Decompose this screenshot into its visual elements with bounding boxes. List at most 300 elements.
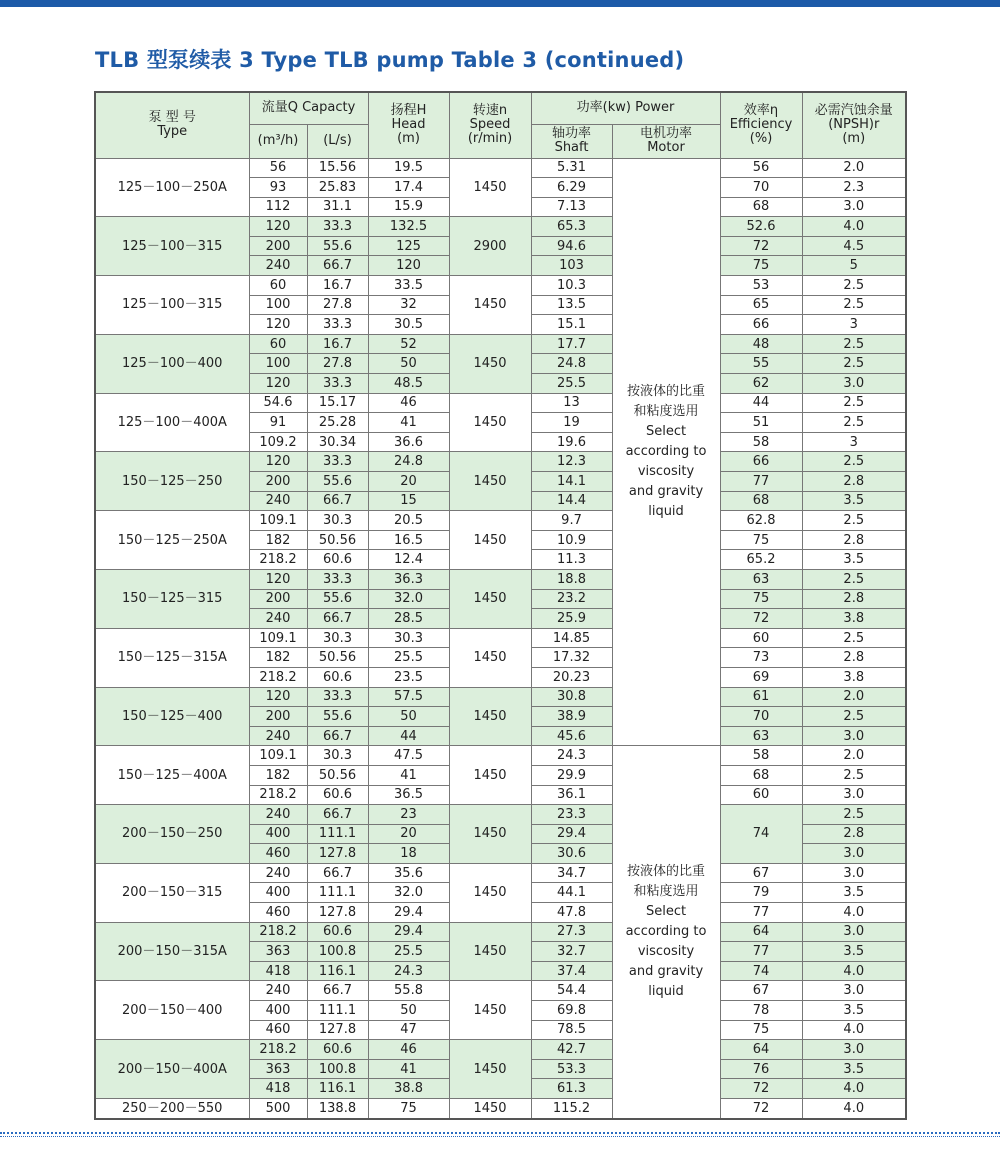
head-cell: 15 — [368, 491, 449, 511]
flow-m3h-cell: 200 — [249, 472, 307, 492]
flow-ls-cell: 25.28 — [307, 413, 368, 433]
npsh-cell: 4.0 — [802, 1079, 906, 1099]
npsh-cell: 5 — [802, 256, 906, 276]
pump-type-cell: 125－100－400 — [95, 334, 249, 393]
npsh-cell: 3.8 — [802, 609, 906, 629]
flow-ls-cell: 66.7 — [307, 726, 368, 746]
table-row — [95, 276, 906, 296]
npsh-cell: 2.5 — [802, 765, 906, 785]
flow-m3h-cell: 120 — [249, 569, 307, 589]
flow-ls-cell: 66.7 — [307, 805, 368, 825]
flow-ls-cell: 25.83 — [307, 178, 368, 198]
flow-ls-cell: 33.3 — [307, 452, 368, 472]
flow-ls-cell: 111.1 — [307, 824, 368, 844]
shaft-power-cell: 61.3 — [531, 1079, 612, 1099]
head-cell: 46 — [368, 1040, 449, 1060]
flow-ls-cell: 27.8 — [307, 295, 368, 315]
flow-m3h-cell: 240 — [249, 726, 307, 746]
page-title: TLB 型泵续表 3 Type TLB pump Table 3 (continued) — [95, 48, 685, 72]
head-cell: 47 — [368, 1020, 449, 1040]
pump-type-cell: 125－100－315 — [95, 217, 249, 276]
head-cell: 20 — [368, 824, 449, 844]
npsh-cell: 2.8 — [802, 472, 906, 492]
flow-m3h-cell: 363 — [249, 1059, 307, 1079]
head-cell: 38.8 — [368, 1079, 449, 1099]
npsh-cell: 2.8 — [802, 589, 906, 609]
flow-ls-cell: 127.8 — [307, 1020, 368, 1040]
shaft-power-cell: 37.4 — [531, 961, 612, 981]
pump-type-cell: 200－150－400A — [95, 1040, 249, 1099]
flow-ls-cell: 16.7 — [307, 334, 368, 354]
npsh-cell: 4.0 — [802, 903, 906, 923]
speed-cell: 1450 — [449, 687, 531, 746]
header-power: 功率(kw) Power — [531, 92, 720, 124]
flow-m3h-cell: 418 — [249, 961, 307, 981]
speed-cell: 1450 — [449, 511, 531, 570]
shaft-power-cell: 24.8 — [531, 354, 612, 374]
pump-type-cell: 150－125－250 — [95, 452, 249, 511]
table-body — [95, 158, 906, 1119]
flow-ls-cell: 50.56 — [307, 648, 368, 668]
speed-cell: 1450 — [449, 981, 531, 1040]
flow-m3h-cell: 109.2 — [249, 432, 307, 452]
flow-m3h-cell: 240 — [249, 491, 307, 511]
shaft-power-cell: 53.3 — [531, 1059, 612, 1079]
flow-ls-cell: 15.17 — [307, 393, 368, 413]
npsh-cell: 2.5 — [802, 354, 906, 374]
flow-ls-cell: 33.3 — [307, 687, 368, 707]
flow-ls-cell: 66.7 — [307, 256, 368, 276]
npsh-cell: 4.0 — [802, 961, 906, 981]
head-cell: 16.5 — [368, 530, 449, 550]
flow-ls-cell: 116.1 — [307, 1079, 368, 1099]
flow-ls-cell: 50.56 — [307, 765, 368, 785]
npsh-cell: 2.5 — [802, 413, 906, 433]
npsh-cell: 2.0 — [802, 746, 906, 766]
head-cell: 36.5 — [368, 785, 449, 805]
flow-ls-cell: 55.6 — [307, 707, 368, 727]
shaft-power-cell: 29.9 — [531, 765, 612, 785]
head-cell: 24.3 — [368, 961, 449, 981]
flow-ls-cell: 60.6 — [307, 1040, 368, 1060]
flow-m3h-cell: 460 — [249, 903, 307, 923]
head-cell: 46 — [368, 393, 449, 413]
efficiency-cell: 77 — [720, 903, 802, 923]
npsh-cell: 3.5 — [802, 491, 906, 511]
shaft-power-cell: 94.6 — [531, 236, 612, 256]
pump-type-cell: 150－125－250A — [95, 511, 249, 570]
flow-ls-cell: 55.6 — [307, 472, 368, 492]
flow-ls-cell: 27.8 — [307, 354, 368, 374]
npsh-cell: 2.8 — [802, 648, 906, 668]
efficiency-cell: 51 — [720, 413, 802, 433]
header-npsh: 必需汽蚀余量 (NPSH)r (m) — [802, 92, 906, 158]
flow-m3h-cell: 112 — [249, 197, 307, 217]
shaft-power-cell: 65.3 — [531, 217, 612, 237]
head-cell: 52 — [368, 334, 449, 354]
flow-ls-cell: 111.1 — [307, 1001, 368, 1021]
shaft-power-cell: 10.3 — [531, 276, 612, 296]
efficiency-cell: 72 — [720, 1099, 802, 1119]
shaft-power-cell: 14.85 — [531, 628, 612, 648]
pump-type-cell: 125－100－400A — [95, 393, 249, 452]
head-cell: 75 — [368, 1099, 449, 1119]
flow-ls-cell: 55.6 — [307, 589, 368, 609]
head-cell: 24.8 — [368, 452, 449, 472]
flow-ls-cell: 30.3 — [307, 511, 368, 531]
flow-m3h-cell: 120 — [249, 315, 307, 335]
npsh-cell: 2.5 — [802, 628, 906, 648]
npsh-cell: 3.0 — [802, 785, 906, 805]
pump-type-cell: 150－125－315 — [95, 569, 249, 628]
head-cell: 18 — [368, 844, 449, 864]
speed-cell: 1450 — [449, 863, 531, 922]
efficiency-cell: 68 — [720, 491, 802, 511]
head-cell: 50 — [368, 354, 449, 374]
flow-m3h-cell: 240 — [249, 609, 307, 629]
table-row — [95, 158, 906, 178]
head-cell: 32 — [368, 295, 449, 315]
speed-cell: 1450 — [449, 1099, 531, 1119]
flow-ls-cell: 50.56 — [307, 530, 368, 550]
shaft-power-cell: 20.23 — [531, 667, 612, 687]
flow-m3h-cell: 120 — [249, 374, 307, 394]
flow-m3h-cell: 400 — [249, 824, 307, 844]
head-cell: 55.8 — [368, 981, 449, 1001]
shaft-power-cell: 32.7 — [531, 942, 612, 962]
header-shaft: 轴功率 Shaft — [531, 124, 612, 158]
flow-m3h-cell: 109.1 — [249, 511, 307, 531]
flow-m3h-cell: 200 — [249, 707, 307, 727]
table-row — [95, 746, 906, 766]
npsh-cell: 2.0 — [802, 687, 906, 707]
head-cell: 36.3 — [368, 569, 449, 589]
flow-m3h-cell: 60 — [249, 334, 307, 354]
efficiency-cell: 75 — [720, 256, 802, 276]
flow-m3h-cell: 93 — [249, 178, 307, 198]
npsh-cell: 4.0 — [802, 1020, 906, 1040]
shaft-power-cell: 9.7 — [531, 511, 612, 531]
npsh-cell: 3.8 — [802, 667, 906, 687]
pump-type-cell: 200－150－315A — [95, 922, 249, 981]
shaft-power-cell: 25.9 — [531, 609, 612, 629]
npsh-cell: 3.0 — [802, 844, 906, 864]
flow-m3h-cell: 120 — [249, 687, 307, 707]
head-cell: 32.0 — [368, 883, 449, 903]
npsh-cell: 3.5 — [802, 550, 906, 570]
efficiency-cell: 76 — [720, 1059, 802, 1079]
flow-ls-cell: 60.6 — [307, 667, 368, 687]
flow-ls-cell: 60.6 — [307, 922, 368, 942]
head-cell: 30.3 — [368, 628, 449, 648]
efficiency-cell: 64 — [720, 1040, 802, 1060]
table-row — [95, 805, 906, 825]
flow-m3h-cell: 56 — [249, 158, 307, 178]
shaft-power-cell: 18.8 — [531, 569, 612, 589]
head-cell: 20.5 — [368, 511, 449, 531]
flow-ls-cell: 30.34 — [307, 432, 368, 452]
shaft-power-cell: 45.6 — [531, 726, 612, 746]
npsh-cell: 3.0 — [802, 197, 906, 217]
head-cell: 125 — [368, 236, 449, 256]
efficiency-cell: 63 — [720, 569, 802, 589]
header-flow-unit-m3h: (m³/h) — [249, 124, 307, 158]
table-row — [95, 1099, 906, 1119]
npsh-cell: 3.5 — [802, 1001, 906, 1021]
flow-ls-cell: 100.8 — [307, 942, 368, 962]
efficiency-cell: 55 — [720, 354, 802, 374]
npsh-cell: 2.5 — [802, 511, 906, 531]
shaft-power-cell: 47.8 — [531, 903, 612, 923]
efficiency-cell: 65 — [720, 295, 802, 315]
flow-ls-cell: 116.1 — [307, 961, 368, 981]
flow-m3h-cell: 240 — [249, 981, 307, 1001]
table-row — [95, 334, 906, 354]
flow-m3h-cell: 240 — [249, 863, 307, 883]
flow-m3h-cell: 500 — [249, 1099, 307, 1119]
flow-m3h-cell: 54.6 — [249, 393, 307, 413]
flow-ls-cell: 33.3 — [307, 569, 368, 589]
flow-m3h-cell: 460 — [249, 844, 307, 864]
table-row — [95, 569, 906, 589]
shaft-power-cell: 27.3 — [531, 922, 612, 942]
head-cell: 44 — [368, 726, 449, 746]
shaft-power-cell: 12.3 — [531, 452, 612, 472]
flow-m3h-cell: 460 — [249, 1020, 307, 1040]
bottom-rule-thin — [0, 1136, 1000, 1137]
efficiency-cell: 72 — [720, 236, 802, 256]
table-row — [95, 1040, 906, 1060]
efficiency-cell: 66 — [720, 452, 802, 472]
flow-ls-cell: 15.56 — [307, 158, 368, 178]
pump-type-cell: 150－125－400 — [95, 687, 249, 746]
efficiency-cell: 74 — [720, 805, 802, 864]
flow-m3h-cell: 60 — [249, 276, 307, 296]
header-flow-unit-ls: (L/s) — [307, 124, 368, 158]
shaft-power-cell: 69.8 — [531, 1001, 612, 1021]
flow-ls-cell: 60.6 — [307, 550, 368, 570]
table-row — [95, 452, 906, 472]
efficiency-cell: 70 — [720, 178, 802, 198]
flow-ls-cell: 66.7 — [307, 491, 368, 511]
efficiency-cell: 73 — [720, 648, 802, 668]
efficiency-cell: 72 — [720, 1079, 802, 1099]
npsh-cell: 3.5 — [802, 1059, 906, 1079]
head-cell: 57.5 — [368, 687, 449, 707]
efficiency-cell: 78 — [720, 1001, 802, 1021]
flow-m3h-cell: 200 — [249, 589, 307, 609]
efficiency-cell: 44 — [720, 393, 802, 413]
efficiency-cell: 66 — [720, 315, 802, 335]
flow-m3h-cell: 240 — [249, 805, 307, 825]
npsh-cell: 3.0 — [802, 863, 906, 883]
header-efficiency: 效率η Efficiency (%) — [720, 92, 802, 158]
flow-m3h-cell: 182 — [249, 765, 307, 785]
head-cell: 33.5 — [368, 276, 449, 296]
head-cell: 23 — [368, 805, 449, 825]
shaft-power-cell: 54.4 — [531, 981, 612, 1001]
efficiency-cell: 64 — [720, 922, 802, 942]
header-speed: 转速n Speed (r/min) — [449, 92, 531, 158]
shaft-power-cell: 78.5 — [531, 1020, 612, 1040]
efficiency-cell: 53 — [720, 276, 802, 296]
flow-m3h-cell: 218.2 — [249, 550, 307, 570]
head-cell: 29.4 — [368, 903, 449, 923]
table-row — [95, 922, 906, 942]
shaft-power-cell: 11.3 — [531, 550, 612, 570]
head-cell: 50 — [368, 707, 449, 727]
shaft-power-cell: 13.5 — [531, 295, 612, 315]
efficiency-cell: 68 — [720, 197, 802, 217]
head-cell: 23.5 — [368, 667, 449, 687]
npsh-cell: 2.5 — [802, 569, 906, 589]
shaft-power-cell: 5.31 — [531, 158, 612, 178]
flow-ls-cell: 31.1 — [307, 197, 368, 217]
flow-ls-cell: 33.3 — [307, 217, 368, 237]
pump-table — [94, 91, 907, 1120]
head-cell: 41 — [368, 765, 449, 785]
npsh-cell: 3 — [802, 315, 906, 335]
table-row — [95, 628, 906, 648]
head-cell: 41 — [368, 413, 449, 433]
pump-type-cell: 200－150－315 — [95, 863, 249, 922]
head-cell: 30.5 — [368, 315, 449, 335]
speed-cell: 1450 — [449, 569, 531, 628]
flow-ls-cell: 16.7 — [307, 276, 368, 296]
npsh-cell: 3 — [802, 432, 906, 452]
flow-ls-cell: 138.8 — [307, 1099, 368, 1119]
top-rule — [0, 0, 1000, 7]
efficiency-cell: 63 — [720, 726, 802, 746]
npsh-cell: 3.5 — [802, 883, 906, 903]
flow-m3h-cell: 100 — [249, 295, 307, 315]
pump-type-cell: 125－100－250A — [95, 158, 249, 217]
shaft-power-cell: 115.2 — [531, 1099, 612, 1119]
efficiency-cell: 77 — [720, 942, 802, 962]
flow-ls-cell: 127.8 — [307, 844, 368, 864]
shaft-power-cell: 7.13 — [531, 197, 612, 217]
header-type: 泵 型 号 Type — [95, 92, 249, 158]
head-cell: 28.5 — [368, 609, 449, 629]
table-row — [95, 217, 906, 237]
npsh-cell: 4.0 — [802, 1099, 906, 1119]
npsh-cell: 2.8 — [802, 824, 906, 844]
shaft-power-cell: 44.1 — [531, 883, 612, 903]
pump-type-cell: 125－100－315 — [95, 276, 249, 335]
flow-ls-cell: 33.3 — [307, 315, 368, 335]
speed-cell: 1450 — [449, 334, 531, 393]
speed-cell: 1450 — [449, 1040, 531, 1099]
shaft-power-cell: 36.1 — [531, 785, 612, 805]
shaft-power-cell: 15.1 — [531, 315, 612, 335]
efficiency-cell: 69 — [720, 667, 802, 687]
speed-cell: 1450 — [449, 746, 531, 805]
head-cell: 25.5 — [368, 648, 449, 668]
flow-m3h-cell: 218.2 — [249, 785, 307, 805]
pump-type-cell: 250－200－550 — [95, 1099, 249, 1119]
npsh-cell: 3.0 — [802, 726, 906, 746]
flow-m3h-cell: 400 — [249, 1001, 307, 1021]
flow-m3h-cell: 109.1 — [249, 628, 307, 648]
flow-m3h-cell: 363 — [249, 942, 307, 962]
table-row — [95, 981, 906, 1001]
shaft-power-cell: 10.9 — [531, 530, 612, 550]
head-cell: 12.4 — [368, 550, 449, 570]
bottom-rule — [0, 1132, 1000, 1134]
speed-cell: 1450 — [449, 158, 531, 217]
npsh-cell: 2.0 — [802, 158, 906, 178]
head-cell: 32.0 — [368, 589, 449, 609]
efficiency-cell: 75 — [720, 589, 802, 609]
head-cell: 20 — [368, 472, 449, 492]
head-cell: 132.5 — [368, 217, 449, 237]
shaft-power-cell: 17.32 — [531, 648, 612, 668]
flow-ls-cell: 66.7 — [307, 863, 368, 883]
flow-m3h-cell: 100 — [249, 354, 307, 374]
header-motor: 电机功率 Motor — [612, 124, 720, 158]
efficiency-cell: 62 — [720, 374, 802, 394]
efficiency-cell: 67 — [720, 981, 802, 1001]
head-cell: 50 — [368, 1001, 449, 1021]
efficiency-cell: 79 — [720, 883, 802, 903]
head-cell: 48.5 — [368, 374, 449, 394]
efficiency-cell: 70 — [720, 707, 802, 727]
shaft-power-cell: 19 — [531, 413, 612, 433]
efficiency-cell: 75 — [720, 1020, 802, 1040]
shaft-power-cell: 23.2 — [531, 589, 612, 609]
head-cell: 41 — [368, 1059, 449, 1079]
shaft-power-cell: 30.6 — [531, 844, 612, 864]
npsh-cell: 2.5 — [802, 707, 906, 727]
shaft-power-cell: 30.8 — [531, 687, 612, 707]
head-cell: 19.5 — [368, 158, 449, 178]
efficiency-cell: 77 — [720, 472, 802, 492]
head-cell: 120 — [368, 256, 449, 276]
shaft-power-cell: 24.3 — [531, 746, 612, 766]
shaft-power-cell: 13 — [531, 393, 612, 413]
flow-m3h-cell: 240 — [249, 256, 307, 276]
flow-m3h-cell: 218.2 — [249, 922, 307, 942]
npsh-cell: 3.0 — [802, 1040, 906, 1060]
flow-ls-cell: 30.3 — [307, 746, 368, 766]
efficiency-cell: 68 — [720, 765, 802, 785]
speed-cell: 1450 — [449, 922, 531, 981]
flow-ls-cell: 127.8 — [307, 903, 368, 923]
flow-m3h-cell: 218.2 — [249, 1040, 307, 1060]
npsh-cell: 3.0 — [802, 374, 906, 394]
flow-ls-cell: 60.6 — [307, 785, 368, 805]
efficiency-cell: 65.2 — [720, 550, 802, 570]
head-cell: 17.4 — [368, 178, 449, 198]
npsh-cell: 4.5 — [802, 236, 906, 256]
shaft-power-cell: 34.7 — [531, 863, 612, 883]
speed-cell: 1450 — [449, 805, 531, 864]
pump-type-cell: 200－150－250 — [95, 805, 249, 864]
efficiency-cell: 62.8 — [720, 511, 802, 531]
header-flow: 流量Q Capacty — [249, 92, 368, 124]
npsh-cell: 3.5 — [802, 942, 906, 962]
flow-ls-cell: 66.7 — [307, 981, 368, 1001]
speed-cell: 1450 — [449, 276, 531, 335]
efficiency-cell: 72 — [720, 609, 802, 629]
head-cell: 25.5 — [368, 942, 449, 962]
flow-ls-cell: 100.8 — [307, 1059, 368, 1079]
flow-m3h-cell: 120 — [249, 217, 307, 237]
flow-m3h-cell: 200 — [249, 236, 307, 256]
flow-m3h-cell: 218.2 — [249, 667, 307, 687]
shaft-power-cell: 17.7 — [531, 334, 612, 354]
flow-ls-cell: 30.3 — [307, 628, 368, 648]
